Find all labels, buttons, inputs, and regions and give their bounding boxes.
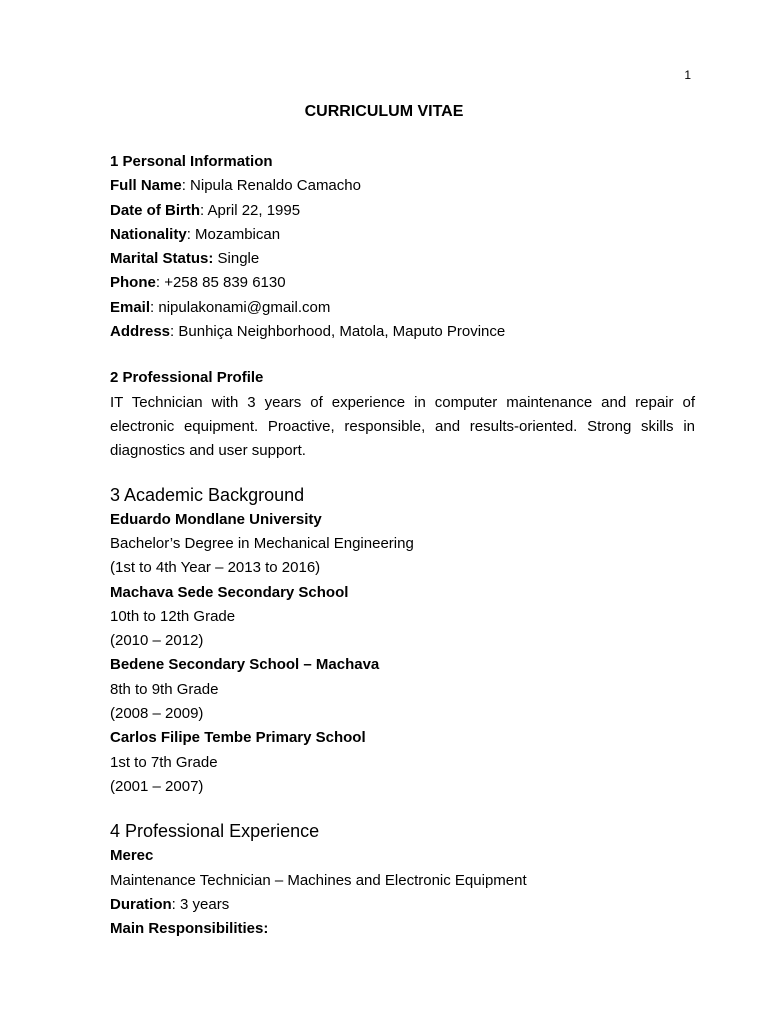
personal-info-heading: 1 Personal Information [110, 153, 273, 170]
personal-info-list [110, 174, 695, 344]
school-name: Machava Sede Secondary School [110, 583, 349, 601]
professional-experience-heading: 4 Professional Experience [110, 821, 320, 842]
personal-field-row [110, 320, 695, 344]
field-label: Marital Status: [110, 250, 214, 268]
personal-field-row [110, 174, 695, 198]
field-separator: : [186, 225, 196, 243]
study-period: (2008 – 2009) [110, 705, 204, 723]
professional-profile-text: IT Technician with 3 years of experience in computer maintenance and repair of electronic equipment. Proactive, responsible, and results-oriented. Strong skills in diagnostics and user support. [110, 393, 695, 459]
personal-field-row [110, 247, 695, 271]
study-period: (2010 – 2012) [110, 632, 204, 650]
spacer [110, 463, 695, 482]
duration-value: 3 years [180, 895, 230, 913]
school-name: Eduardo Mondlane University [110, 510, 322, 528]
duration-separator: : [171, 895, 181, 913]
field-separator: : [150, 298, 159, 316]
field-separator: : [170, 323, 179, 341]
field-value: Nipula Renaldo Camacho [190, 177, 361, 195]
field-label: Phone [110, 274, 156, 292]
study-period: (2001 – 2007) [110, 777, 204, 795]
personal-field-row [110, 223, 695, 247]
field-label: Email [110, 298, 151, 316]
field-value: nipulakonami@gmail.com [158, 298, 331, 316]
academic-background-heading: 3 Academic Background [110, 484, 305, 505]
page-number: 1 [684, 68, 691, 82]
company-name: Merec [110, 847, 154, 865]
field-value: Single [217, 250, 260, 268]
field-separator: : [181, 177, 191, 195]
document-title: CURRICULUM VITAE [304, 103, 464, 120]
spacer [110, 799, 695, 818]
field-label: Full Name [110, 177, 182, 195]
responsibilities-label: Main Responsibilities: [110, 920, 269, 938]
duration-label: Duration [110, 895, 172, 913]
degree: 8th to 9th Grade [110, 680, 219, 698]
study-period: (1st to 4th Year – 2013 to 2016) [110, 559, 321, 577]
job-role: Maintenance Technician – Machines and Electronic Equipment [110, 871, 527, 889]
cv-body [110, 150, 695, 941]
field-value: Bunhiça Neighborhood, Matola, Maputo Province [178, 323, 506, 341]
spacer [110, 344, 695, 366]
personal-field-row [110, 296, 695, 320]
field-value: April 22, 1995 [207, 201, 301, 219]
degree: Bachelor’s Degree in Mechanical Engineering [110, 534, 414, 552]
field-value: Mozambican [195, 225, 281, 243]
duration-line [110, 893, 695, 917]
school-name: Carlos Filipe Tembe Primary School [110, 729, 366, 747]
field-value: +258 85 839 6130 [164, 274, 286, 292]
personal-field-row [110, 199, 695, 223]
degree: 10th to 12th Grade [110, 607, 236, 625]
field-separator: : [155, 274, 165, 292]
school-name: Bedene Secondary School – Machava [110, 656, 380, 674]
professional-profile-heading: 2 Professional Profile [110, 369, 264, 387]
field-separator: : [200, 201, 208, 219]
field-label: Date of Birth [110, 201, 200, 219]
academic-list [110, 508, 695, 800]
field-label: Nationality [110, 225, 187, 243]
degree: 1st to 7th Grade [110, 753, 218, 771]
personal-field-row [110, 271, 695, 295]
field-label: Address [110, 323, 171, 341]
